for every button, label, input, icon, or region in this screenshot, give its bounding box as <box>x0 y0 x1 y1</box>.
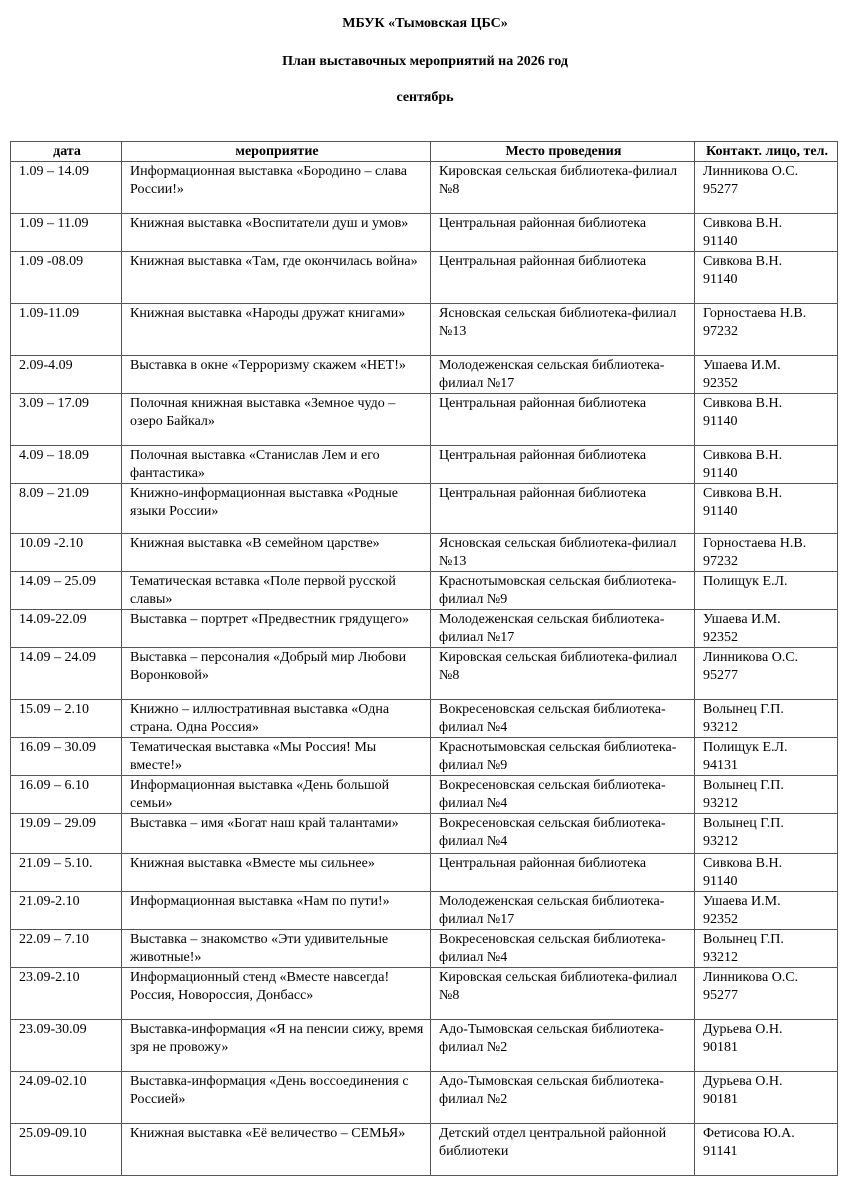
cell-date: 19.09 – 29.09 <box>11 814 122 854</box>
contact-phone: 90181 <box>703 1040 738 1055</box>
column-header-contact: Контакт. лицо, тел. <box>695 142 838 162</box>
table-row <box>11 610 838 648</box>
cell-date: 2.09-4.09 <box>11 356 122 394</box>
cell-date: 23.09-30.09 <box>11 1020 122 1072</box>
cell-date: 1.09-11.09 <box>11 304 122 356</box>
table-row <box>11 930 838 968</box>
cell-place: Ясновская сельская библиотека-филиал №13 <box>431 534 695 572</box>
plan-title: План выставочных мероприятий на 2026 год <box>282 54 568 69</box>
cell-contact <box>695 356 838 394</box>
cell-date: 22.09 – 7.10 <box>11 930 122 968</box>
cell-event: Выставка – имя «Богат наш край талантами» <box>122 814 431 854</box>
contact-name: Линникова О.С. <box>703 650 799 665</box>
contact-phone: 91140 <box>703 504 738 519</box>
cell-event: Книжная выставка «Вместе мы сильнее» <box>122 854 431 892</box>
cell-date: 23.09-2.10 <box>11 968 122 1020</box>
cell-contact <box>695 814 838 854</box>
table-row <box>11 700 838 738</box>
cell-contact <box>695 1020 838 1072</box>
cell-date: 1.09 – 11.09 <box>11 214 122 252</box>
cell-place: Центральная районная библиотека <box>431 214 695 252</box>
cell-event: Полочная выставка «Станислав Лем и его фантастика» <box>122 446 431 484</box>
contact-name: Полищук Е.Л. <box>703 574 788 589</box>
cell-contact <box>695 1124 838 1176</box>
contact-name: Ушаева И.М. <box>703 612 781 627</box>
cell-contact <box>695 1072 838 1124</box>
contact-name: Ушаева И.М. <box>703 358 781 373</box>
contact-name: Сивкова В.Н. <box>703 396 783 411</box>
cell-date: 14.09-22.09 <box>11 610 122 648</box>
table-row <box>11 484 838 534</box>
cell-event: Книжная выставка «Воспитатели душ и умов» <box>122 214 431 252</box>
cell-place: Краснотымовская сельская библиотека-филиал №9 <box>431 738 695 776</box>
table-row <box>11 776 838 814</box>
table-row <box>11 162 838 214</box>
table-row <box>11 534 838 572</box>
contact-phone: 92352 <box>703 376 738 391</box>
cell-contact <box>695 648 838 700</box>
contact-phone: 95277 <box>703 988 738 1003</box>
cell-place: Центральная районная библиотека <box>431 394 695 446</box>
contact-phone: 97232 <box>703 554 738 569</box>
table-row <box>11 892 838 930</box>
cell-event: Выставка – знакомство «Эти удивительные животные!» <box>122 930 431 968</box>
column-header-date: дата <box>11 142 122 162</box>
table-row <box>11 648 838 700</box>
cell-event: Книжно-информационная выставка «Родные языки России» <box>122 484 431 534</box>
contact-phone: 93212 <box>703 950 738 965</box>
cell-event: Книжно – иллюстративная выставка «Одна страна. Одна Россия» <box>122 700 431 738</box>
cell-contact <box>695 446 838 484</box>
organization-title: МБУК «Тымовская ЦБС» <box>342 16 508 31</box>
cell-place: Детский отдел центральной районной библиотеки <box>431 1124 695 1176</box>
cell-contact <box>695 252 838 304</box>
cell-contact <box>695 776 838 814</box>
cell-event: Выставка-информация «Я на пенсии сижу, время зря не провожу» <box>122 1020 431 1072</box>
cell-place: Центральная районная библиотека <box>431 446 695 484</box>
contact-phone: 92352 <box>703 630 738 645</box>
cell-contact <box>695 854 838 892</box>
cell-place: Вокресеновская сельская библиотека-филиал №4 <box>431 930 695 968</box>
cell-contact <box>695 214 838 252</box>
cell-date: 15.09 – 2.10 <box>11 700 122 738</box>
cell-event: Выставка в окне «Терроризму скажем «НЕТ!» <box>122 356 431 394</box>
cell-event: Тематическая вставка «Поле первой русской славы» <box>122 572 431 610</box>
cell-date: 8.09 – 21.09 <box>11 484 122 534</box>
cell-place: Центральная районная библиотека <box>431 252 695 304</box>
cell-date: 16.09 – 6.10 <box>11 776 122 814</box>
contact-phone: 97232 <box>703 324 738 339</box>
cell-event: Книжная выставка «Там, где окончилась война» <box>122 252 431 304</box>
cell-date: 1.09 – 14.09 <box>11 162 122 214</box>
table-row <box>11 252 838 304</box>
contact-name: Горностаева Н.В. <box>703 306 807 321</box>
cell-event: Информационная выставка «Нам по пути!» <box>122 892 431 930</box>
contact-phone: 92352 <box>703 912 738 927</box>
contact-name: Сивкова В.Н. <box>703 216 783 231</box>
cell-event: Выставка – персоналия «Добрый мир Любови Воронковой» <box>122 648 431 700</box>
cell-event: Тематическая выставка «Мы Россия! Мы вместе!» <box>122 738 431 776</box>
events-table <box>10 141 838 1176</box>
contact-name: Дурьева О.Н. <box>703 1022 783 1037</box>
contact-phone: 95277 <box>703 182 738 197</box>
cell-event: Информационная выставка «День большой семьи» <box>122 776 431 814</box>
contact-phone: 90181 <box>703 1092 738 1107</box>
contact-phone: 91140 <box>703 234 738 249</box>
month-title: сентябрь <box>396 90 454 105</box>
cell-contact <box>695 394 838 446</box>
contact-name: Сивкова В.Н. <box>703 856 783 871</box>
contact-name: Дурьева О.Н. <box>703 1074 783 1089</box>
contact-phone: 94131 <box>703 758 738 773</box>
cell-place: Кировская сельская библиотека-филиал №8 <box>431 162 695 214</box>
contact-phone: 93212 <box>703 834 738 849</box>
cell-event: Полочная книжная выставка «Земное чудо – озеро Байкал» <box>122 394 431 446</box>
contact-name: Линникова О.С. <box>703 970 799 985</box>
cell-date: 21.09-2.10 <box>11 892 122 930</box>
cell-event: Выставка-информация «День воссоединения с Россией» <box>122 1072 431 1124</box>
cell-place: Адо-Тымовская сельская библиотека-филиал №2 <box>431 1072 695 1124</box>
table-row <box>11 1124 838 1176</box>
contact-phone: 91140 <box>703 466 738 481</box>
table-row <box>11 304 838 356</box>
column-header-place: Место проведения <box>431 142 695 162</box>
cell-contact <box>695 162 838 214</box>
cell-date: 21.09 – 5.10. <box>11 854 122 892</box>
table-row <box>11 854 838 892</box>
cell-event: Информационный стенд «Вместе навсегда! Россия, Новороссия, Донбасс» <box>122 968 431 1020</box>
contact-name: Волынец Г.П. <box>703 778 784 793</box>
cell-contact <box>695 930 838 968</box>
cell-contact <box>695 738 838 776</box>
cell-place: Кировская сельская библиотека-филиал №8 <box>431 648 695 700</box>
table-row <box>11 814 838 854</box>
cell-date: 25.09-09.10 <box>11 1124 122 1176</box>
cell-contact <box>695 304 838 356</box>
cell-place: Краснотымовская сельская библиотека-филиал №9 <box>431 572 695 610</box>
contact-phone: 91140 <box>703 272 738 287</box>
table-row <box>11 738 838 776</box>
contact-name: Полищук Е.Л. <box>703 740 788 755</box>
cell-contact <box>695 700 838 738</box>
contact-phone: 91141 <box>703 1144 738 1159</box>
cell-place: Вокресеновская сельская библиотека-филиал №4 <box>431 776 695 814</box>
cell-event: Книжная выставка «В семейном царстве» <box>122 534 431 572</box>
cell-contact <box>695 610 838 648</box>
cell-date: 16.09 – 30.09 <box>11 738 122 776</box>
table-row <box>11 572 838 610</box>
contact-phone: 91140 <box>703 414 738 429</box>
contact-name: Фетисова Ю.А. <box>703 1126 795 1141</box>
table-header-row <box>11 142 838 162</box>
cell-date: 14.09 – 24.09 <box>11 648 122 700</box>
cell-date: 10.09 -2.10 <box>11 534 122 572</box>
table-row <box>11 394 838 446</box>
cell-date: 1.09 -08.09 <box>11 252 122 304</box>
cell-date: 14.09 – 25.09 <box>11 572 122 610</box>
contact-name: Волынец Г.П. <box>703 702 784 717</box>
table-row <box>11 968 838 1020</box>
cell-event: Информационная выставка «Бородино – слава России!» <box>122 162 431 214</box>
contact-name: Сивкова В.Н. <box>703 254 783 269</box>
table-row <box>11 1020 838 1072</box>
contact-name: Волынец Г.П. <box>703 816 784 831</box>
cell-place: Молодеженская сельская библиотека-филиал №17 <box>431 356 695 394</box>
cell-place: Молодеженская сельская библиотека-филиал №17 <box>431 892 695 930</box>
cell-place: Молодеженская сельская библиотека-филиал №17 <box>431 610 695 648</box>
table-row <box>11 446 838 484</box>
cell-event: Книжная выставка «Народы дружат книгами» <box>122 304 431 356</box>
cell-contact <box>695 534 838 572</box>
contact-name: Сивкова В.Н. <box>703 486 783 501</box>
contact-name: Волынец Г.П. <box>703 932 784 947</box>
contact-name: Горностаева Н.В. <box>703 536 807 551</box>
cell-place: Адо-Тымовская сельская библиотека-филиал №2 <box>431 1020 695 1072</box>
cell-place: Ясновская сельская библиотека-филиал №13 <box>431 304 695 356</box>
contact-phone: 91140 <box>703 874 738 889</box>
contact-name: Ушаева И.М. <box>703 894 781 909</box>
cell-place: Вокресеновская сельская библиотека-филиал №4 <box>431 814 695 854</box>
cell-contact <box>695 484 838 534</box>
cell-date: 3.09 – 17.09 <box>11 394 122 446</box>
table-row <box>11 356 838 394</box>
column-header-event: мероприятие <box>122 142 431 162</box>
cell-contact <box>695 572 838 610</box>
cell-place: Вокресеновская сельская библиотека-филиал №4 <box>431 700 695 738</box>
cell-date: 24.09-02.10 <box>11 1072 122 1124</box>
contact-name: Сивкова В.Н. <box>703 448 783 463</box>
cell-contact <box>695 968 838 1020</box>
contact-name: Линникова О.С. <box>703 164 799 179</box>
cell-event: Книжная выставка «Её величество – СЕМЬЯ» <box>122 1124 431 1176</box>
cell-place: Кировская сельская библиотека-филиал №8 <box>431 968 695 1020</box>
contact-phone: 93212 <box>703 720 738 735</box>
contact-phone: 93212 <box>703 796 738 811</box>
cell-date: 4.09 – 18.09 <box>11 446 122 484</box>
cell-event: Выставка – портрет «Предвестник грядущего» <box>122 610 431 648</box>
contact-phone: 95277 <box>703 668 738 683</box>
cell-place: Центральная районная библиотека <box>431 854 695 892</box>
cell-contact <box>695 892 838 930</box>
table-row <box>11 1072 838 1124</box>
table-row <box>11 214 838 252</box>
cell-place: Центральная районная библиотека <box>431 484 695 534</box>
